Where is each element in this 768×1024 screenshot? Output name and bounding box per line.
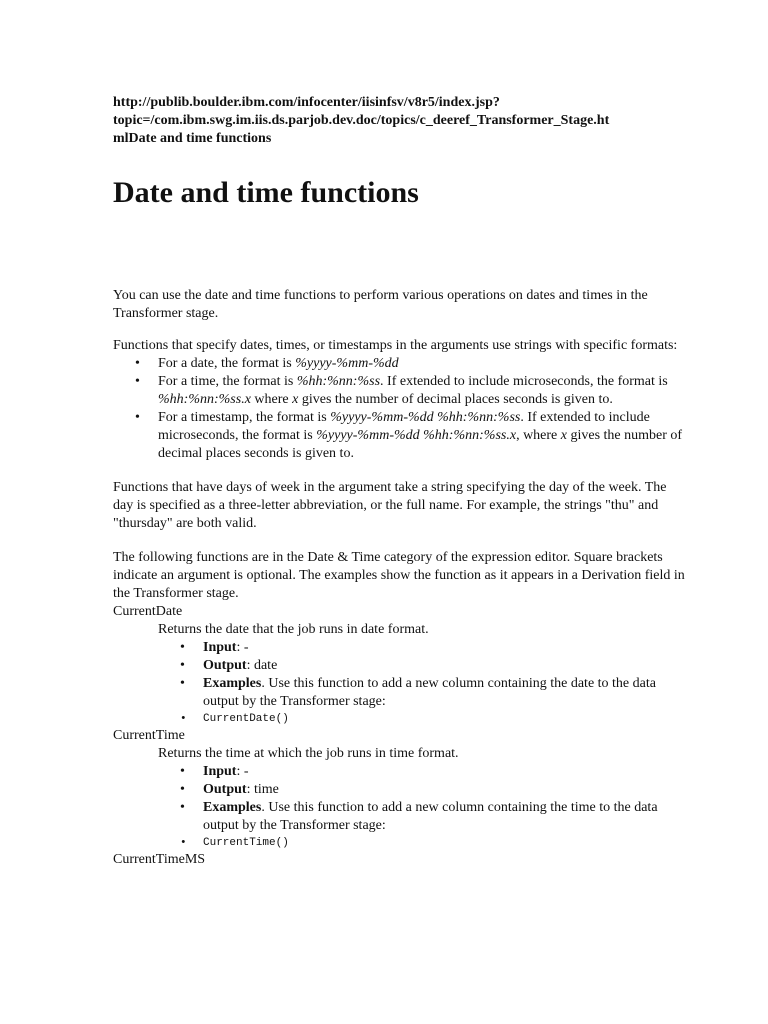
input-label: Input (203, 764, 237, 779)
days-of-week-paragraph: Functions that have days of week in the argument take a string specifying the day of the week. The day is specified as a three-letter abbreviation, or the full name. For example, the strings "thu" and "thursday" are both valid. (113, 480, 667, 531)
function-name-currenttimems: CurrentTimeMS (113, 852, 206, 867)
source-url-line-1: http://publib.boulder.ibm.com/infocenter/iisinfsv/v8r5/index.jsp? (113, 95, 500, 110)
timestamp-format-mid: . If extended to include microseconds, the format is (158, 410, 650, 443)
timestamp-format-suffix: gives the number of decimal places seconds is given to. (158, 428, 683, 461)
output-value: : time (246, 782, 279, 797)
timestamp-format-prefix: For a timestamp, the format is (158, 410, 331, 425)
list-item-examples (203, 799, 688, 835)
output-label: Output (203, 782, 247, 797)
code-example-currentdate: • CurrentDate() (203, 711, 688, 727)
timestamp-format-where: , where (516, 428, 561, 443)
function-name-currenttime: CurrentTime (113, 728, 185, 743)
time-format-string: %hh:%nn:%ss (296, 374, 381, 389)
time-format-suffix: gives the number of decimal places seconds is given to. (298, 392, 613, 407)
input-value: : - (236, 764, 249, 779)
date-format-string: %yyyy-%mm-%dd (295, 356, 399, 371)
list-item-output (203, 781, 688, 799)
list-item-input (203, 763, 688, 781)
list-item-date-format (158, 355, 688, 373)
function-desc-currentdate: Returns the date that the job runs in date format. (158, 622, 429, 637)
time-format-ext-string: %hh:%nn:%ss.x (158, 392, 251, 407)
list-item-timestamp-format (158, 409, 688, 463)
time-format-x: x (292, 392, 299, 407)
function-details-currenttime (113, 763, 688, 851)
time-format-mid: . If extended to include microseconds, the format is (380, 374, 668, 389)
examples-value: . Use this function to add a new column containing the time to the data output by the Transformer stage: (203, 800, 658, 833)
date-format-prefix: For a date, the format is (158, 356, 296, 371)
list-item-time-format (158, 373, 688, 409)
list-item-examples (203, 675, 688, 711)
output-label: Output (203, 658, 247, 673)
examples-label: Examples (203, 800, 262, 815)
examples-label: Examples (203, 676, 262, 691)
examples-value: . Use this function to add a new column containing the date to the data output by the Transformer stage: (203, 676, 656, 709)
input-value: : - (236, 640, 249, 655)
timestamp-format-string: %yyyy-%mm-%dd %hh:%nn:%ss (330, 410, 521, 425)
list-item-output (203, 657, 688, 675)
code-example-currenttime: • CurrentTime() (203, 835, 688, 851)
source-url-line-3: mlDate and time functions (113, 131, 272, 146)
timestamp-format-x: x (560, 428, 567, 443)
source-url-line-2: topic=/com.ibm.swg.im.iis.ds.parjob.dev.doc/topics/c_deeref_Transformer_Stage.ht (113, 113, 610, 128)
function-name-currentdate: CurrentDate (113, 604, 183, 619)
page-title: Date and time functions (113, 176, 419, 209)
time-format-prefix: For a time, the format is (158, 374, 297, 389)
time-format-where: where (250, 392, 293, 407)
formats-intro-paragraph: Functions that specify dates, times, or timestamps in the arguments use strings with specific formats: (113, 338, 678, 353)
intro-paragraph: You can use the date and time functions to perform various operations on dates and times in the Transformer stage. (113, 288, 648, 321)
output-value: : date (246, 658, 278, 673)
source-url[interactable] (113, 94, 688, 148)
category-paragraph: The following functions are in the Date & Time category of the expression editor. Square brackets indicate an argument is optional. The examples show the function as it appears in a Derivation field in the Transformer stage. (113, 550, 685, 601)
function-details-currentdate (113, 639, 688, 727)
function-desc-currenttime: Returns the time at which the job runs in time format. (158, 746, 459, 761)
timestamp-format-ext-string: %yyyy-%mm-%dd %hh:%nn:%ss.x (316, 428, 517, 443)
list-item-input (203, 639, 688, 657)
format-list (113, 355, 688, 463)
input-label: Input (203, 640, 237, 655)
